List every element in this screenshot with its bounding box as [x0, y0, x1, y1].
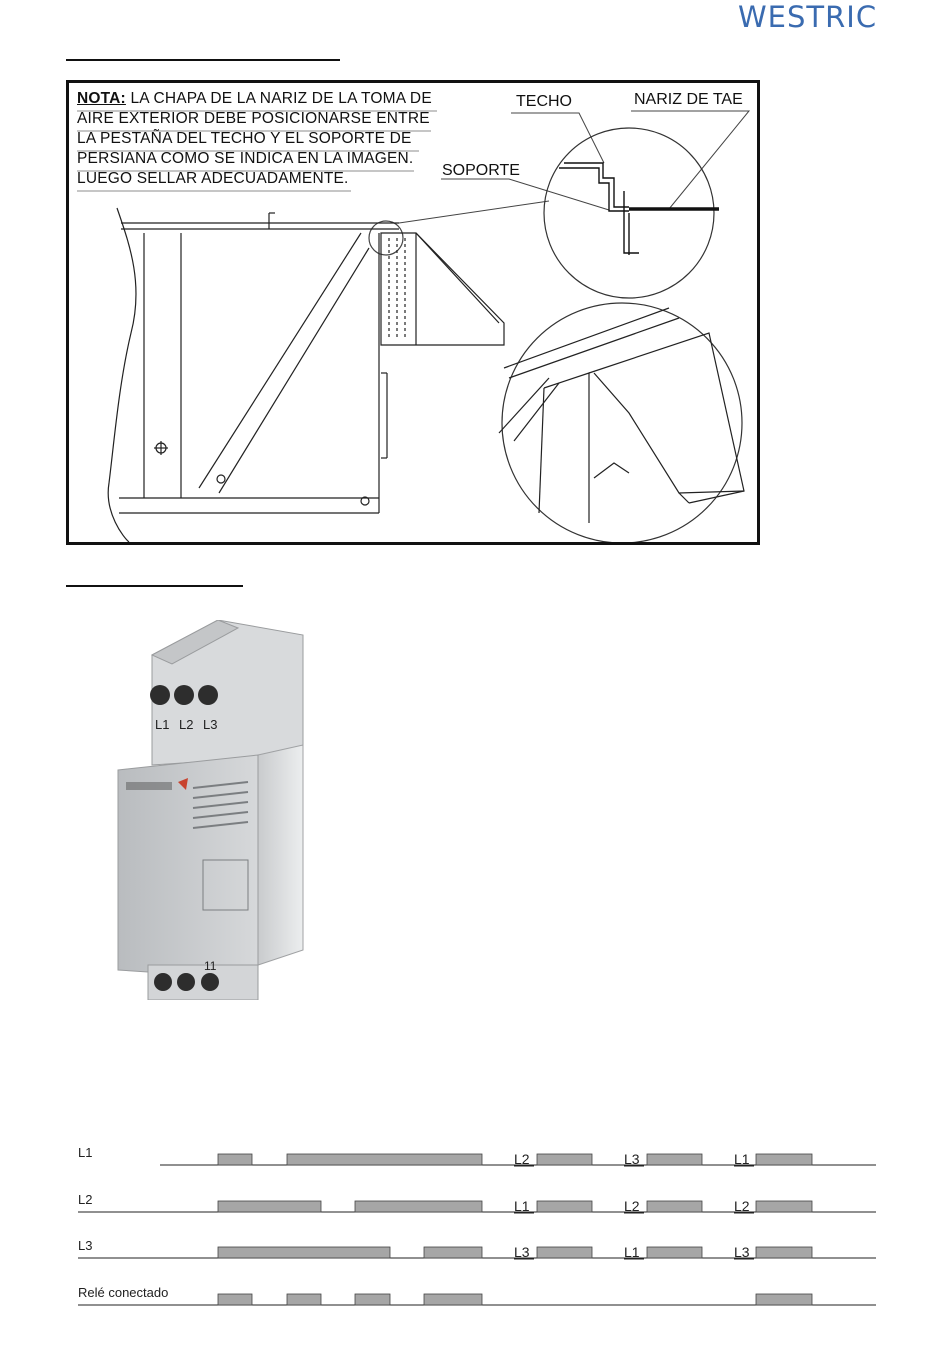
phase-pulse: [647, 1201, 702, 1212]
terminal-screw-bottom-2: [177, 973, 195, 991]
timing-pulse: [355, 1201, 482, 1212]
note-line-3: LA PESTAÑA DEL TECHO Y EL SOPORTE DE: [77, 130, 412, 147]
technical-drawing: [69, 83, 757, 542]
louver-hood: [381, 233, 504, 345]
phase-label: L1: [624, 1244, 640, 1260]
phase-pulse: [537, 1154, 592, 1165]
terminal-screw-bottom-3: [201, 973, 219, 991]
note-line-4: PERSIANA COMO SE INDICA EN LA IMAGEN.: [77, 150, 414, 167]
timing-pulse: [756, 1294, 812, 1305]
terminal-label-11: 11: [204, 959, 217, 973]
timing-pulse: [424, 1294, 482, 1305]
note-underlines: [77, 111, 437, 191]
label-leaders: [399, 111, 749, 223]
detail-circle-bottom: [502, 303, 742, 542]
phase-label: L3: [514, 1244, 530, 1260]
phase-label: L1: [514, 1198, 530, 1214]
terminal-screw-3: [198, 685, 218, 705]
phase-pulse: [647, 1154, 702, 1165]
label-soporte: SOPORTE: [442, 162, 520, 179]
timing-row-label: Relé conectado: [78, 1285, 169, 1300]
terminal-screw-1: [150, 685, 170, 705]
detail-marker-circle: [369, 221, 403, 255]
timing-pulse: [218, 1201, 321, 1212]
phase-pulse: [756, 1247, 812, 1258]
timing-pulse: [424, 1247, 482, 1258]
phase-label: L1: [734, 1151, 750, 1167]
section-rule-top: [66, 59, 340, 61]
terminal-screw-2: [174, 685, 194, 705]
timing-pulse: [218, 1154, 252, 1165]
terminal-label-l3: L3: [203, 717, 218, 732]
timing-row-label: L3: [78, 1238, 93, 1253]
timing-pulse: [218, 1247, 390, 1258]
timing-pulse: [287, 1154, 482, 1165]
timing-pulse: [218, 1294, 252, 1305]
phase-label: L2: [734, 1198, 750, 1214]
label-nariz-de-tae: NARIZ DE TAE: [634, 91, 743, 108]
timing-pulse: [355, 1294, 390, 1305]
phase-pulse: [537, 1201, 592, 1212]
phase-label: L3: [734, 1244, 750, 1260]
timing-svg: [0, 1130, 950, 1330]
device-side: [258, 745, 303, 965]
terminal-label-l2: L2: [179, 717, 194, 732]
phase-pulse: [756, 1201, 812, 1212]
westric-logo: WESTRIC: [738, 0, 878, 34]
label-techo: TECHO: [516, 93, 572, 110]
phase-pulse: [756, 1154, 812, 1165]
phase-sequence-timing-diagram: [0, 1130, 950, 1330]
timing-pulse: [287, 1294, 321, 1305]
note-line-1: LA CHAPA DE LA NARIZ DE LA TOMA DE: [125, 90, 432, 107]
timing-row-label: L1: [78, 1145, 93, 1160]
frame-structure: [108, 208, 399, 542]
terminal-screw-bottom-1: [154, 973, 172, 991]
note-line-2: AIRE EXTERIOR DEBE POSICIONARSE ENTRE: [77, 110, 430, 127]
phase-pulse: [537, 1247, 592, 1258]
timing-row-label: L2: [78, 1192, 93, 1207]
note-line-5: LUEGO SELLAR ADECUADAMENTE.: [77, 170, 349, 187]
note-label: NOTA:: [77, 90, 126, 107]
installation-figure: [66, 80, 760, 545]
terminal-label-l1: L1: [155, 717, 170, 732]
phase-label: L2: [624, 1198, 640, 1214]
section-rule-middle: [66, 585, 243, 587]
phase-pulse: [647, 1247, 702, 1258]
phase-label: L2: [514, 1151, 530, 1167]
phase-label: L3: [624, 1151, 640, 1167]
phase-monitor-relay-image: [108, 620, 308, 1000]
